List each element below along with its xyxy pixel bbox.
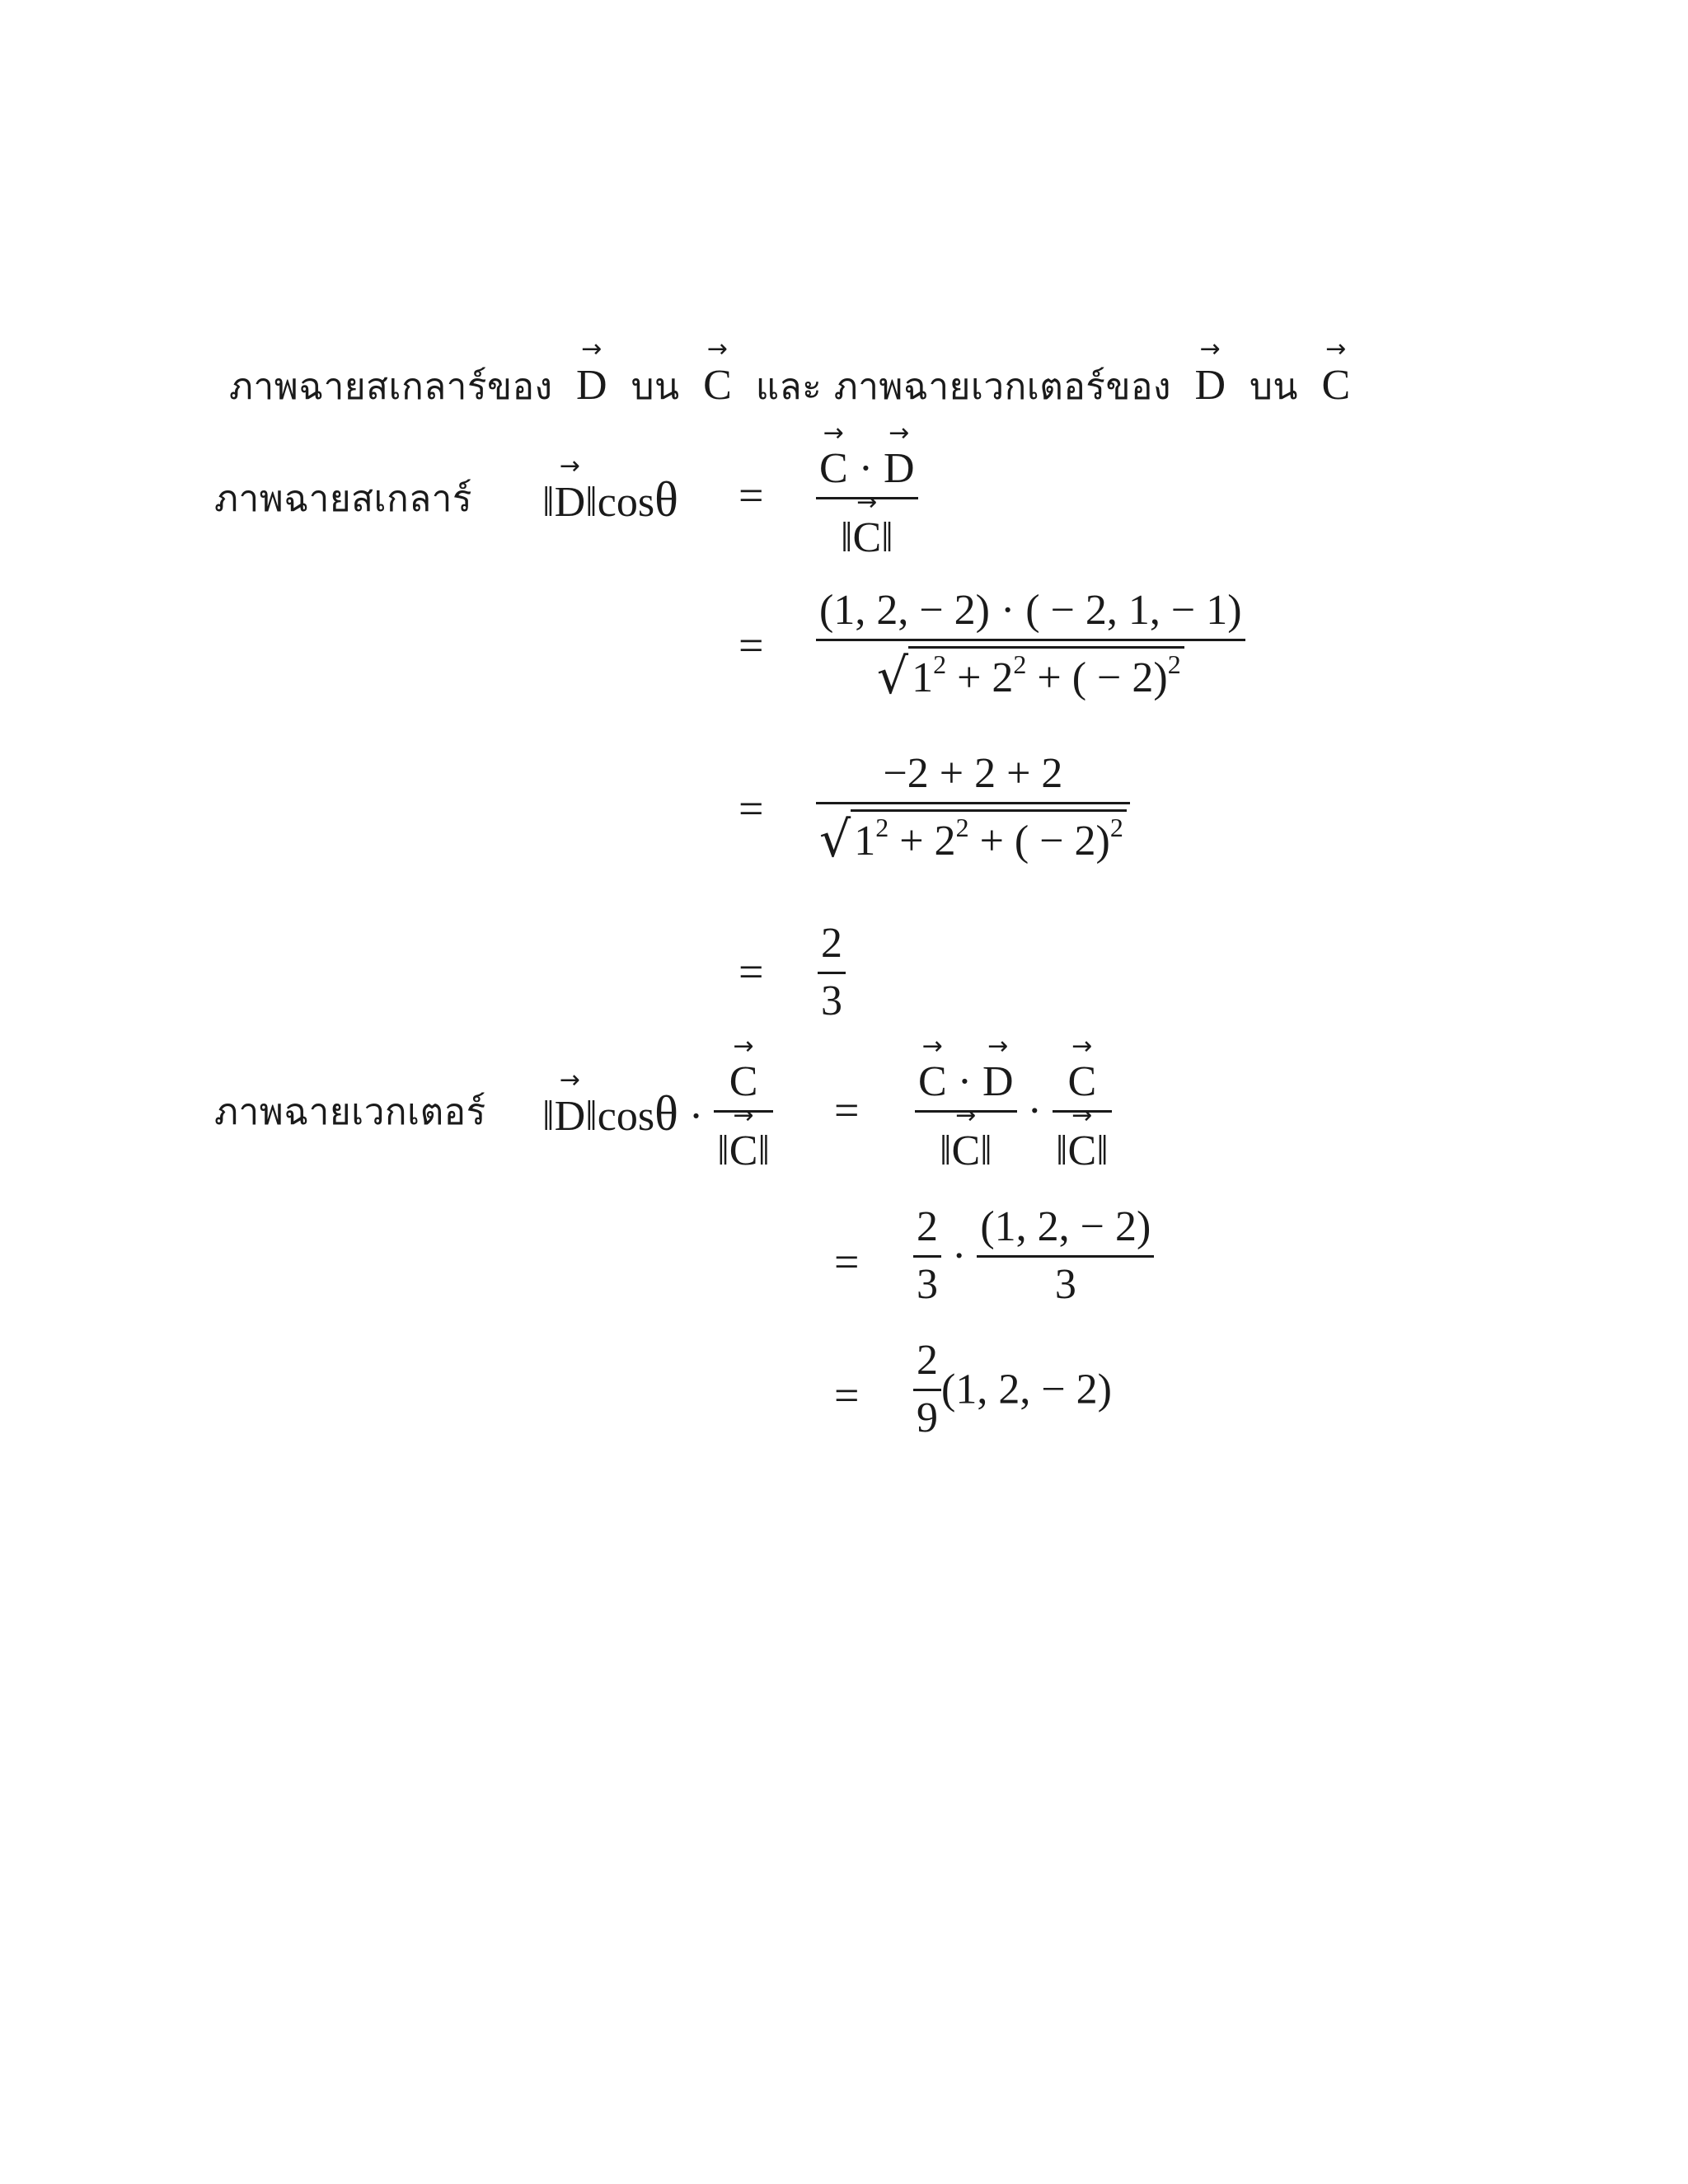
vector-step-1: → $\frac{C \cdot \to D}{‖\to C‖}$ · → $\frac{C}{‖\to C‖}$ [915, 1048, 1112, 1174]
scalar-step-3: −2 + 2 + 2 √ $1^2 + 2^2$ + ( − 2)$^2$ [816, 752, 1130, 865]
vector-projection-label: ภาพฉายเวกเตอร์ [214, 1091, 486, 1133]
equals-7: = [834, 1371, 860, 1420]
equals-4: = [738, 947, 764, 996]
equals-1: = [738, 471, 764, 520]
scalar-step-2: (1, 2, − 2) · ( − 2, 1, − 1) √ $1^2 + 2^2$ + ( − 2)$^2$ [816, 588, 1245, 702]
scalar-result: $\frac{2}{3}$ [818, 921, 846, 1024]
equals-2: = [738, 621, 764, 670]
vector-result: $\frac{2}{9}$ (1, 2, − 2) [913, 1338, 1112, 1441]
equals-3: = [738, 784, 764, 833]
scalar-projection-label: ภาพฉายสเกลาร์ [214, 478, 473, 520]
vector-step-2: $\frac{2}{3}$ · $\frac{(1, 2, - 2)}{3}$ [913, 1205, 1154, 1307]
heading: ภาพฉายสเกลาร์ของ → D บน → C และ ภาพฉายเวกเตอร์ของ → D บน → C [229, 349, 1362, 415]
scalar-lhs: ‖→ D‖cosθ [542, 466, 678, 528]
scalar-step-1: → $\frac{C \cdot \to D}{‖\to C‖}$ [816, 435, 918, 560]
equals-6: = [834, 1237, 860, 1286]
equals-5: = [834, 1085, 860, 1135]
vector-lhs: ‖→ D‖cosθ · → $\frac{C}{‖\to C‖}$ [542, 1048, 773, 1174]
step-2-numerator: (1, 2, − 2) · ( − 2, 1, − 1) [819, 587, 1242, 634]
step-3-numerator: −2 + 2 + 2 [883, 750, 1063, 797]
